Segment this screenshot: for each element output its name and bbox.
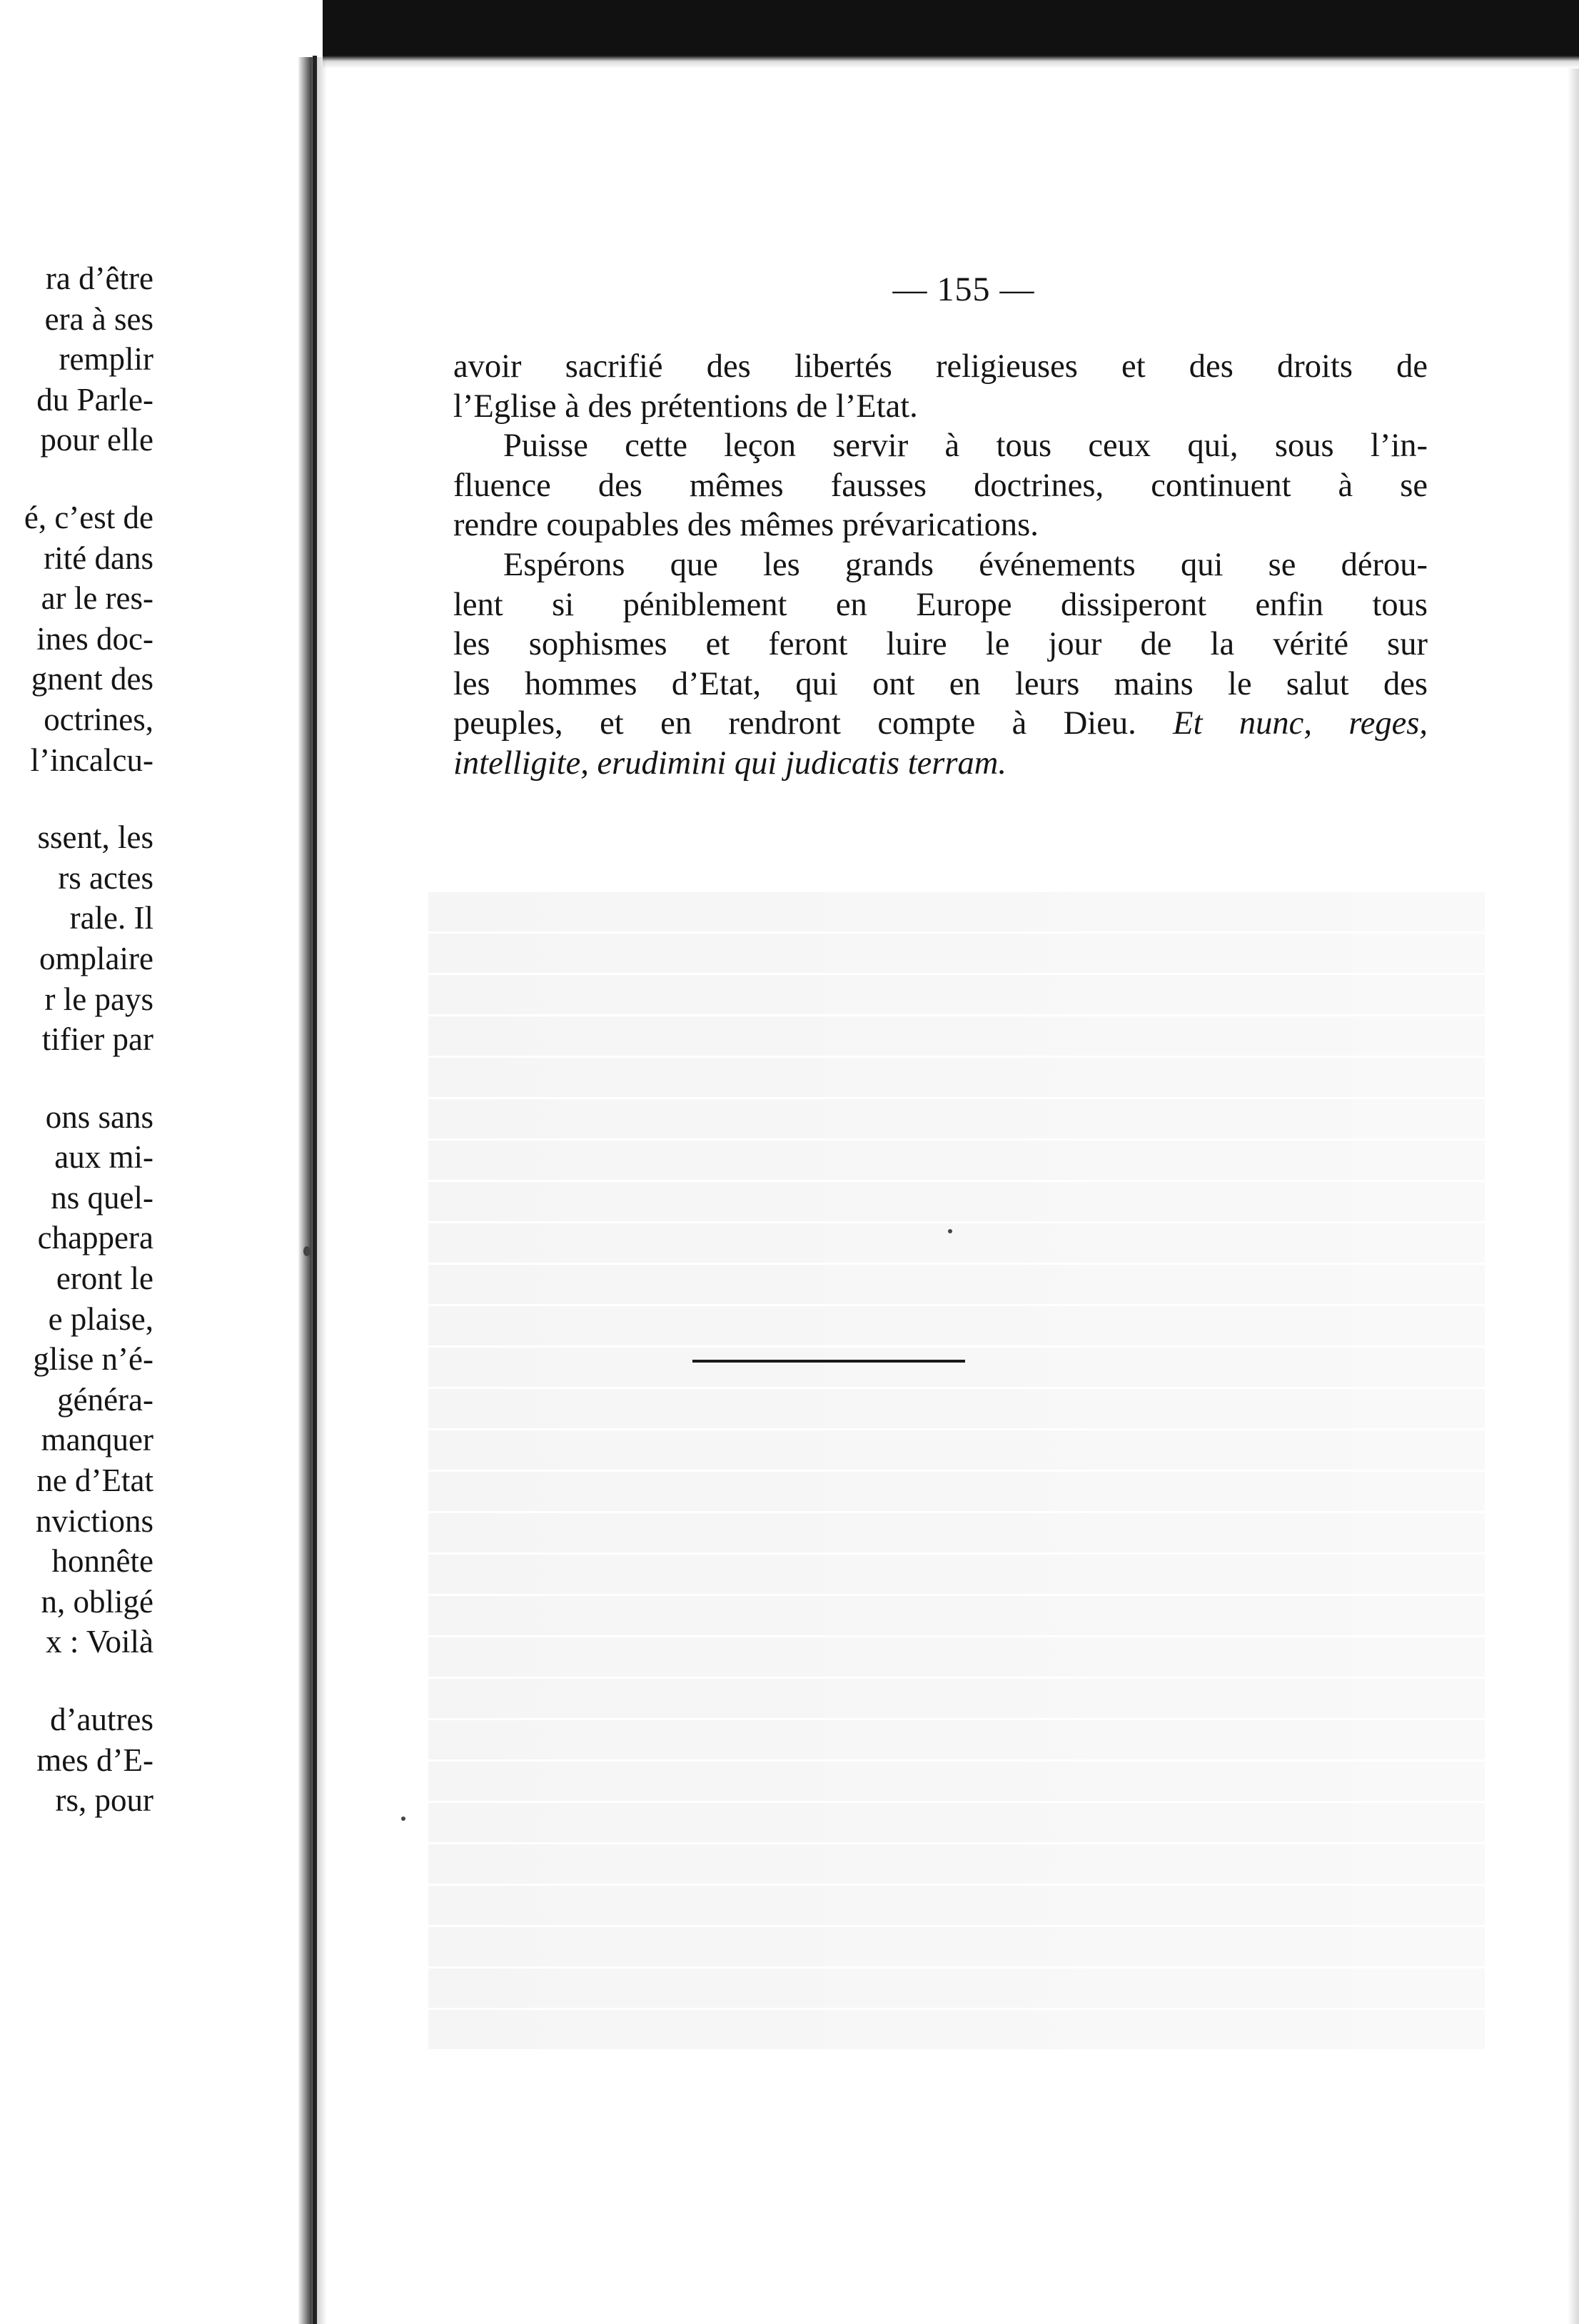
left-line: ne d’Etat xyxy=(36,1462,153,1499)
text-line: lent si péniblement en Europe dissiperont enfin tous xyxy=(453,586,1428,623)
section-end-rule xyxy=(692,1360,965,1363)
text-line: Puisse cette leçon servir à tous ceux qui, sous l’in- xyxy=(503,428,1428,465)
left-line: rale. Il xyxy=(69,900,153,936)
bleed-through-texture xyxy=(428,892,1485,2051)
left-line: d’autres xyxy=(50,1702,153,1737)
left-page-fragment xyxy=(0,0,307,2324)
left-line: remplir xyxy=(59,341,153,378)
left-line: ar le res- xyxy=(41,580,153,617)
left-line: rs, pour xyxy=(55,1782,153,1819)
left-line: glise n’é- xyxy=(33,1341,153,1378)
left-line: ra d’être xyxy=(45,261,153,296)
latin-quote-start: Et nunc, reges, xyxy=(1173,705,1428,742)
page-number: — 155 — xyxy=(892,271,1035,308)
left-line: l’incalcu- xyxy=(30,742,153,778)
text-line: rendre coupables des mêmes prévarications. xyxy=(453,507,1039,544)
latin-quote-end: intelligite, erudimini qui judicatis terram. xyxy=(453,744,1007,782)
left-line: é, c’est de xyxy=(24,499,153,535)
left-line: manquer xyxy=(41,1422,153,1458)
left-line: x : Voilà xyxy=(46,1624,153,1660)
left-line: du Parle- xyxy=(36,381,153,418)
left-line: ons sans xyxy=(45,1098,153,1135)
left-line: tifier par xyxy=(41,1021,153,1058)
left-line: e plaise, xyxy=(48,1300,153,1337)
text-roman: peuples, et en rendront compte à Dieu. xyxy=(453,705,1174,742)
left-line: aux mi- xyxy=(54,1139,153,1176)
left-line: ines doc- xyxy=(36,620,153,657)
left-line: era à ses xyxy=(44,300,153,337)
left-line: n, obligé xyxy=(41,1583,153,1620)
left-line: r le pays xyxy=(44,981,153,1017)
left-line: chappera xyxy=(37,1220,153,1256)
left-line: eront le xyxy=(56,1260,153,1297)
text-line: les sophismes et feront luire le jour de la vérité sur xyxy=(453,626,1428,663)
left-line: rs actes xyxy=(58,859,153,896)
left-line: nvictions xyxy=(36,1502,153,1539)
left-line: rité dans xyxy=(44,540,153,576)
page-body-text xyxy=(453,347,1428,784)
left-page-text xyxy=(0,258,153,1821)
page-edge xyxy=(1568,69,1579,2324)
left-line: pour elle xyxy=(40,422,153,458)
text-line xyxy=(453,704,1428,744)
text-line: les hommes d’Etat, qui ont en leurs mains le salut des xyxy=(453,665,1428,702)
text-line: l’Eglise à des prétentions de l’Etat. xyxy=(453,388,918,425)
left-line: omplaire xyxy=(39,940,153,976)
left-line: octrines, xyxy=(44,701,153,737)
left-line: gnent des xyxy=(31,661,153,697)
left-line: mes d’E- xyxy=(36,1742,153,1778)
scan-speck xyxy=(303,1246,311,1256)
book-gutter-line xyxy=(313,56,317,2324)
text-line: fluence des mêmes fausses doctrines, continuent à se xyxy=(453,467,1428,504)
left-line: ssent, les xyxy=(37,819,153,856)
text-line: Espérons que les grands événements qui se dérou- xyxy=(503,546,1428,583)
left-line: honnête xyxy=(51,1543,153,1580)
scan-top-border xyxy=(323,0,1579,69)
left-line: généra- xyxy=(57,1381,153,1418)
text-line: avoir sacrifié des libertés religieuses et des droits de xyxy=(453,348,1428,385)
left-line: ns quel- xyxy=(51,1179,153,1216)
scan-speck xyxy=(401,1817,405,1821)
scan-speck xyxy=(948,1229,952,1233)
